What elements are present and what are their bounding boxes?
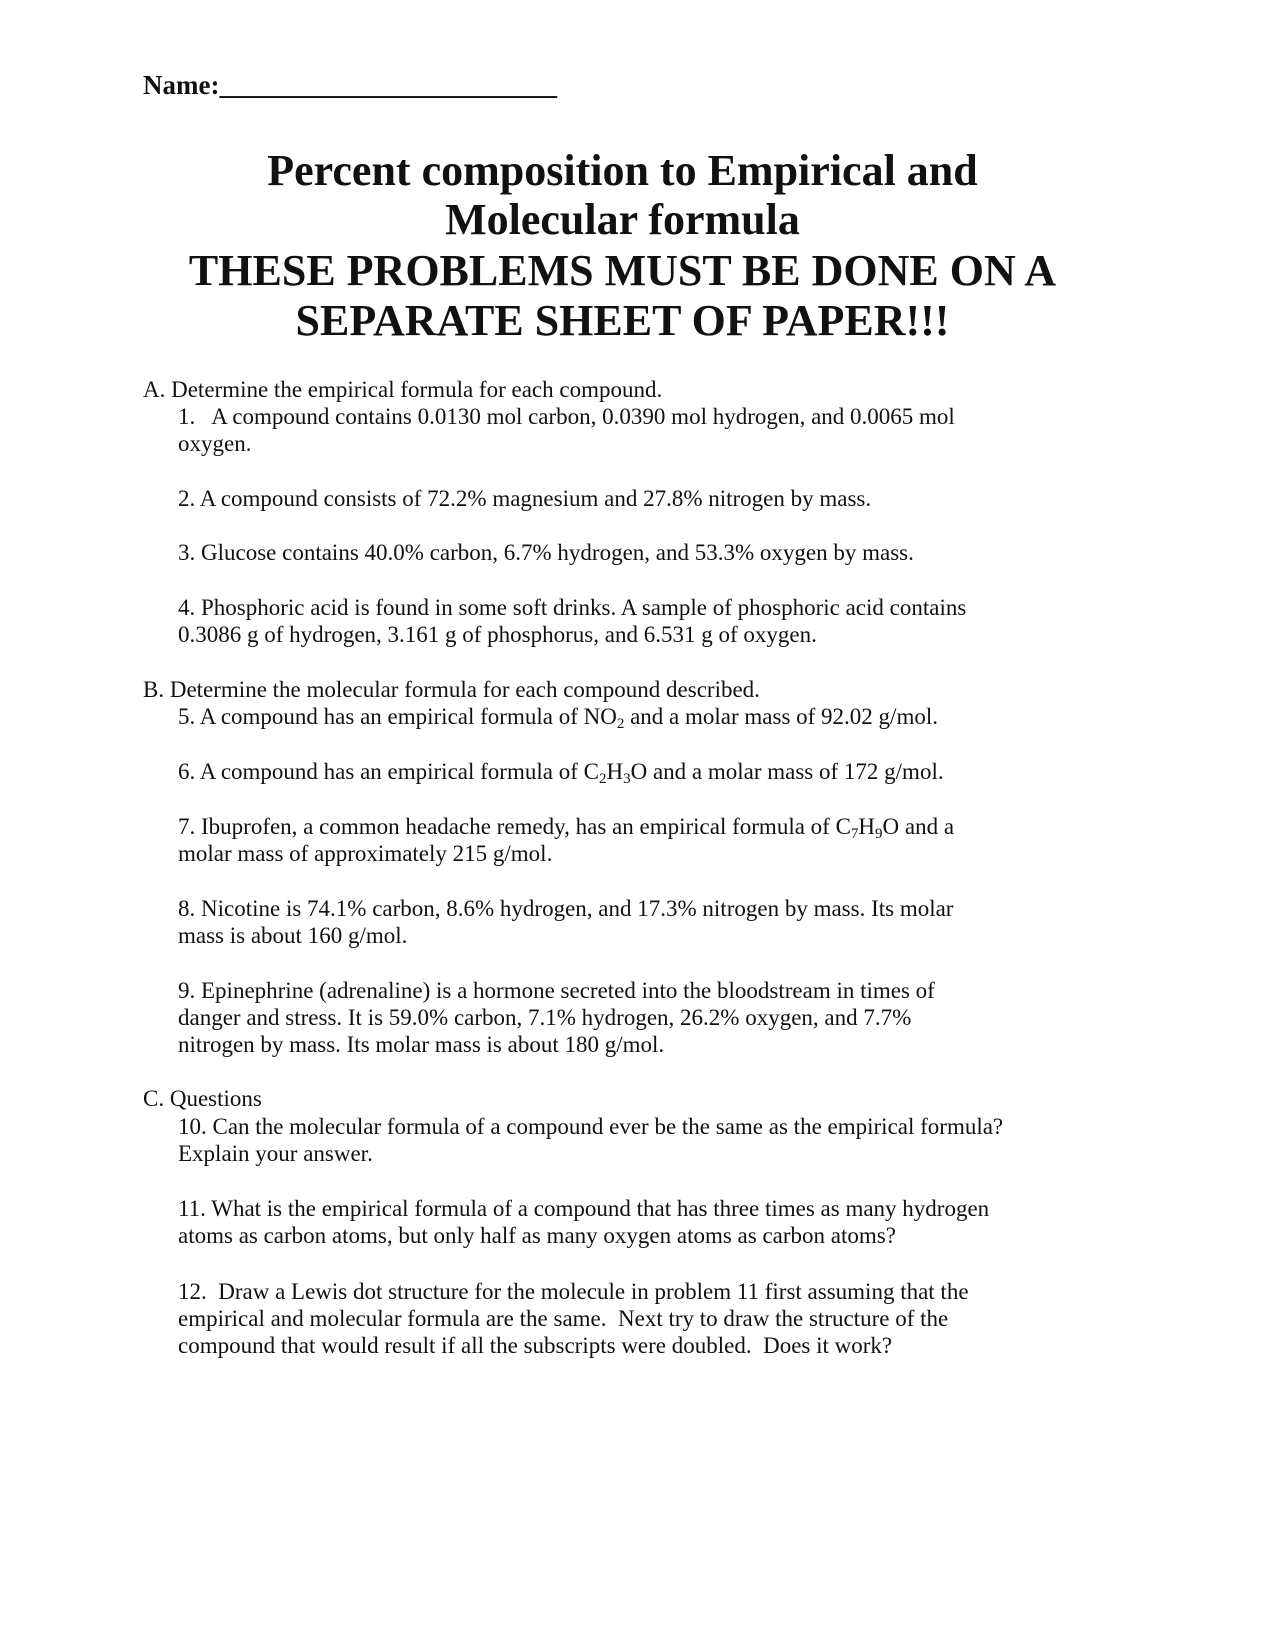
- problem-text-line: [178, 403, 955, 430]
- text-segment: O and a molar mass of 172 g/mol.: [630, 759, 944, 784]
- text-segment: danger and stress. It is 59.0% carbon, 7.1% hydrogen, 26.2% oxygen, and 7.7%: [178, 1005, 912, 1030]
- text-segment: 11. What is the empirical formula of a compound that has three times as many hydrogen: [178, 1196, 990, 1221]
- text-segment: 12. Draw a Lewis dot structure for the molecule in problem 11 first assuming that the: [178, 1279, 969, 1304]
- problem-text-line: [178, 1305, 948, 1332]
- problem-text-line: [178, 895, 953, 922]
- text-segment: 10. Can the molecular formula of a compound ever be the same as the empirical formula?: [178, 1114, 1004, 1139]
- section-heading: [143, 1085, 262, 1112]
- text-segment: B. Determine the molecular formula for each compound described.: [143, 677, 760, 702]
- subscript: 9: [875, 826, 883, 842]
- problem-text-line: [178, 813, 954, 840]
- text-segment: 6. A compound has an empirical formula of C: [178, 759, 599, 784]
- text-segment: C. Questions: [143, 1086, 262, 1111]
- text-segment: H: [606, 759, 624, 784]
- text-segment: 3. Glucose contains 40.0% carbon, 6.7% hydrogen, and 53.3% oxygen by mass.: [178, 540, 914, 565]
- text-segment: 1. A compound contains 0.0130 mol carbon, 0.0390 mol hydrogen, and 0.0065 mol: [178, 404, 955, 429]
- problem-text-line: [178, 594, 966, 621]
- problem-text-line: [178, 840, 552, 867]
- text-segment: H: [858, 814, 876, 839]
- problem-text-line: [178, 430, 251, 457]
- problem-text-line: [178, 1222, 896, 1249]
- text-segment: 7. Ibuprofen, a common headache remedy, has an empirical formula of C: [178, 814, 851, 839]
- problem-text-line: [178, 758, 944, 785]
- problem-text-line: [178, 1140, 373, 1167]
- text-segment: oxygen.: [178, 431, 252, 456]
- text-segment: 2. A compound consists of 72.2% magnesium and 27.8% nitrogen by mass.: [178, 486, 872, 511]
- problem-text-line: [178, 1195, 989, 1222]
- text-segment: 9. Epinephrine (adrenaline) is a hormone secreted into the bloodstream in times of: [178, 978, 935, 1003]
- problem-text-line: [178, 703, 938, 730]
- problem-text-line: [178, 539, 914, 566]
- problem-text-line: [178, 1332, 892, 1359]
- text-segment: and a molar mass of 92.02 g/mol.: [624, 704, 938, 729]
- text-segment: nitrogen by mass. Its molar mass is about 180 g/mol.: [178, 1032, 665, 1057]
- name-field-label: Name:_________________________: [143, 70, 557, 100]
- text-segment: molar mass of approximately 215 g/mol.: [178, 841, 553, 866]
- problem-text-line: [178, 485, 871, 512]
- title-line-4: SEPARATE SHEET OF PAPER!!!: [295, 296, 950, 345]
- text-segment: compound that would result if all the subscripts were doubled. Does it work?: [178, 1333, 893, 1358]
- subscript: 7: [850, 826, 859, 842]
- text-segment: Explain your answer.: [178, 1141, 373, 1166]
- text-segment: O and a: [882, 814, 955, 839]
- problem-text-line: [178, 621, 817, 648]
- text-segment: empirical and molecular formula are the same. Next try to draw the structure of the: [178, 1306, 949, 1331]
- text-segment: atoms as carbon atoms, but only half as many oxygen atoms as carbon atoms?: [178, 1223, 896, 1248]
- section-heading: [143, 376, 662, 403]
- subscript: 2: [616, 716, 625, 732]
- text-segment: A. Determine the empirical formula for each compound.: [143, 377, 663, 402]
- subscript: 3: [623, 771, 631, 787]
- title-line-3: THESE PROBLEMS MUST BE DONE ON A: [188, 246, 1057, 295]
- problem-text-line: [178, 1278, 969, 1305]
- problem-text-line: [178, 922, 407, 949]
- title-line-1: Percent composition to Empirical and: [267, 146, 978, 195]
- text-segment: 8. Nicotine is 74.1% carbon, 8.6% hydrogen, and 17.3% nitrogen by mass. Its molar: [178, 896, 954, 921]
- text-segment: mass is about 160 g/mol.: [178, 923, 408, 948]
- problem-text-line: [178, 977, 935, 1004]
- text-segment: 4. Phosphoric acid is found in some soft drinks. A sample of phosphoric acid contains: [178, 595, 967, 620]
- problem-text-line: [178, 1031, 664, 1058]
- section-heading: [143, 676, 760, 703]
- text-segment: 5. A compound has an empirical formula of NO: [178, 704, 617, 729]
- subscript: 2: [598, 771, 607, 787]
- title-line-2: Molecular formula: [445, 195, 800, 244]
- problem-text-line: [178, 1004, 911, 1031]
- problem-text-line: [178, 1113, 1003, 1140]
- text-segment: 0.3086 g of hydrogen, 3.161 g of phosphorus, and 6.531 g of oxygen.: [178, 622, 817, 647]
